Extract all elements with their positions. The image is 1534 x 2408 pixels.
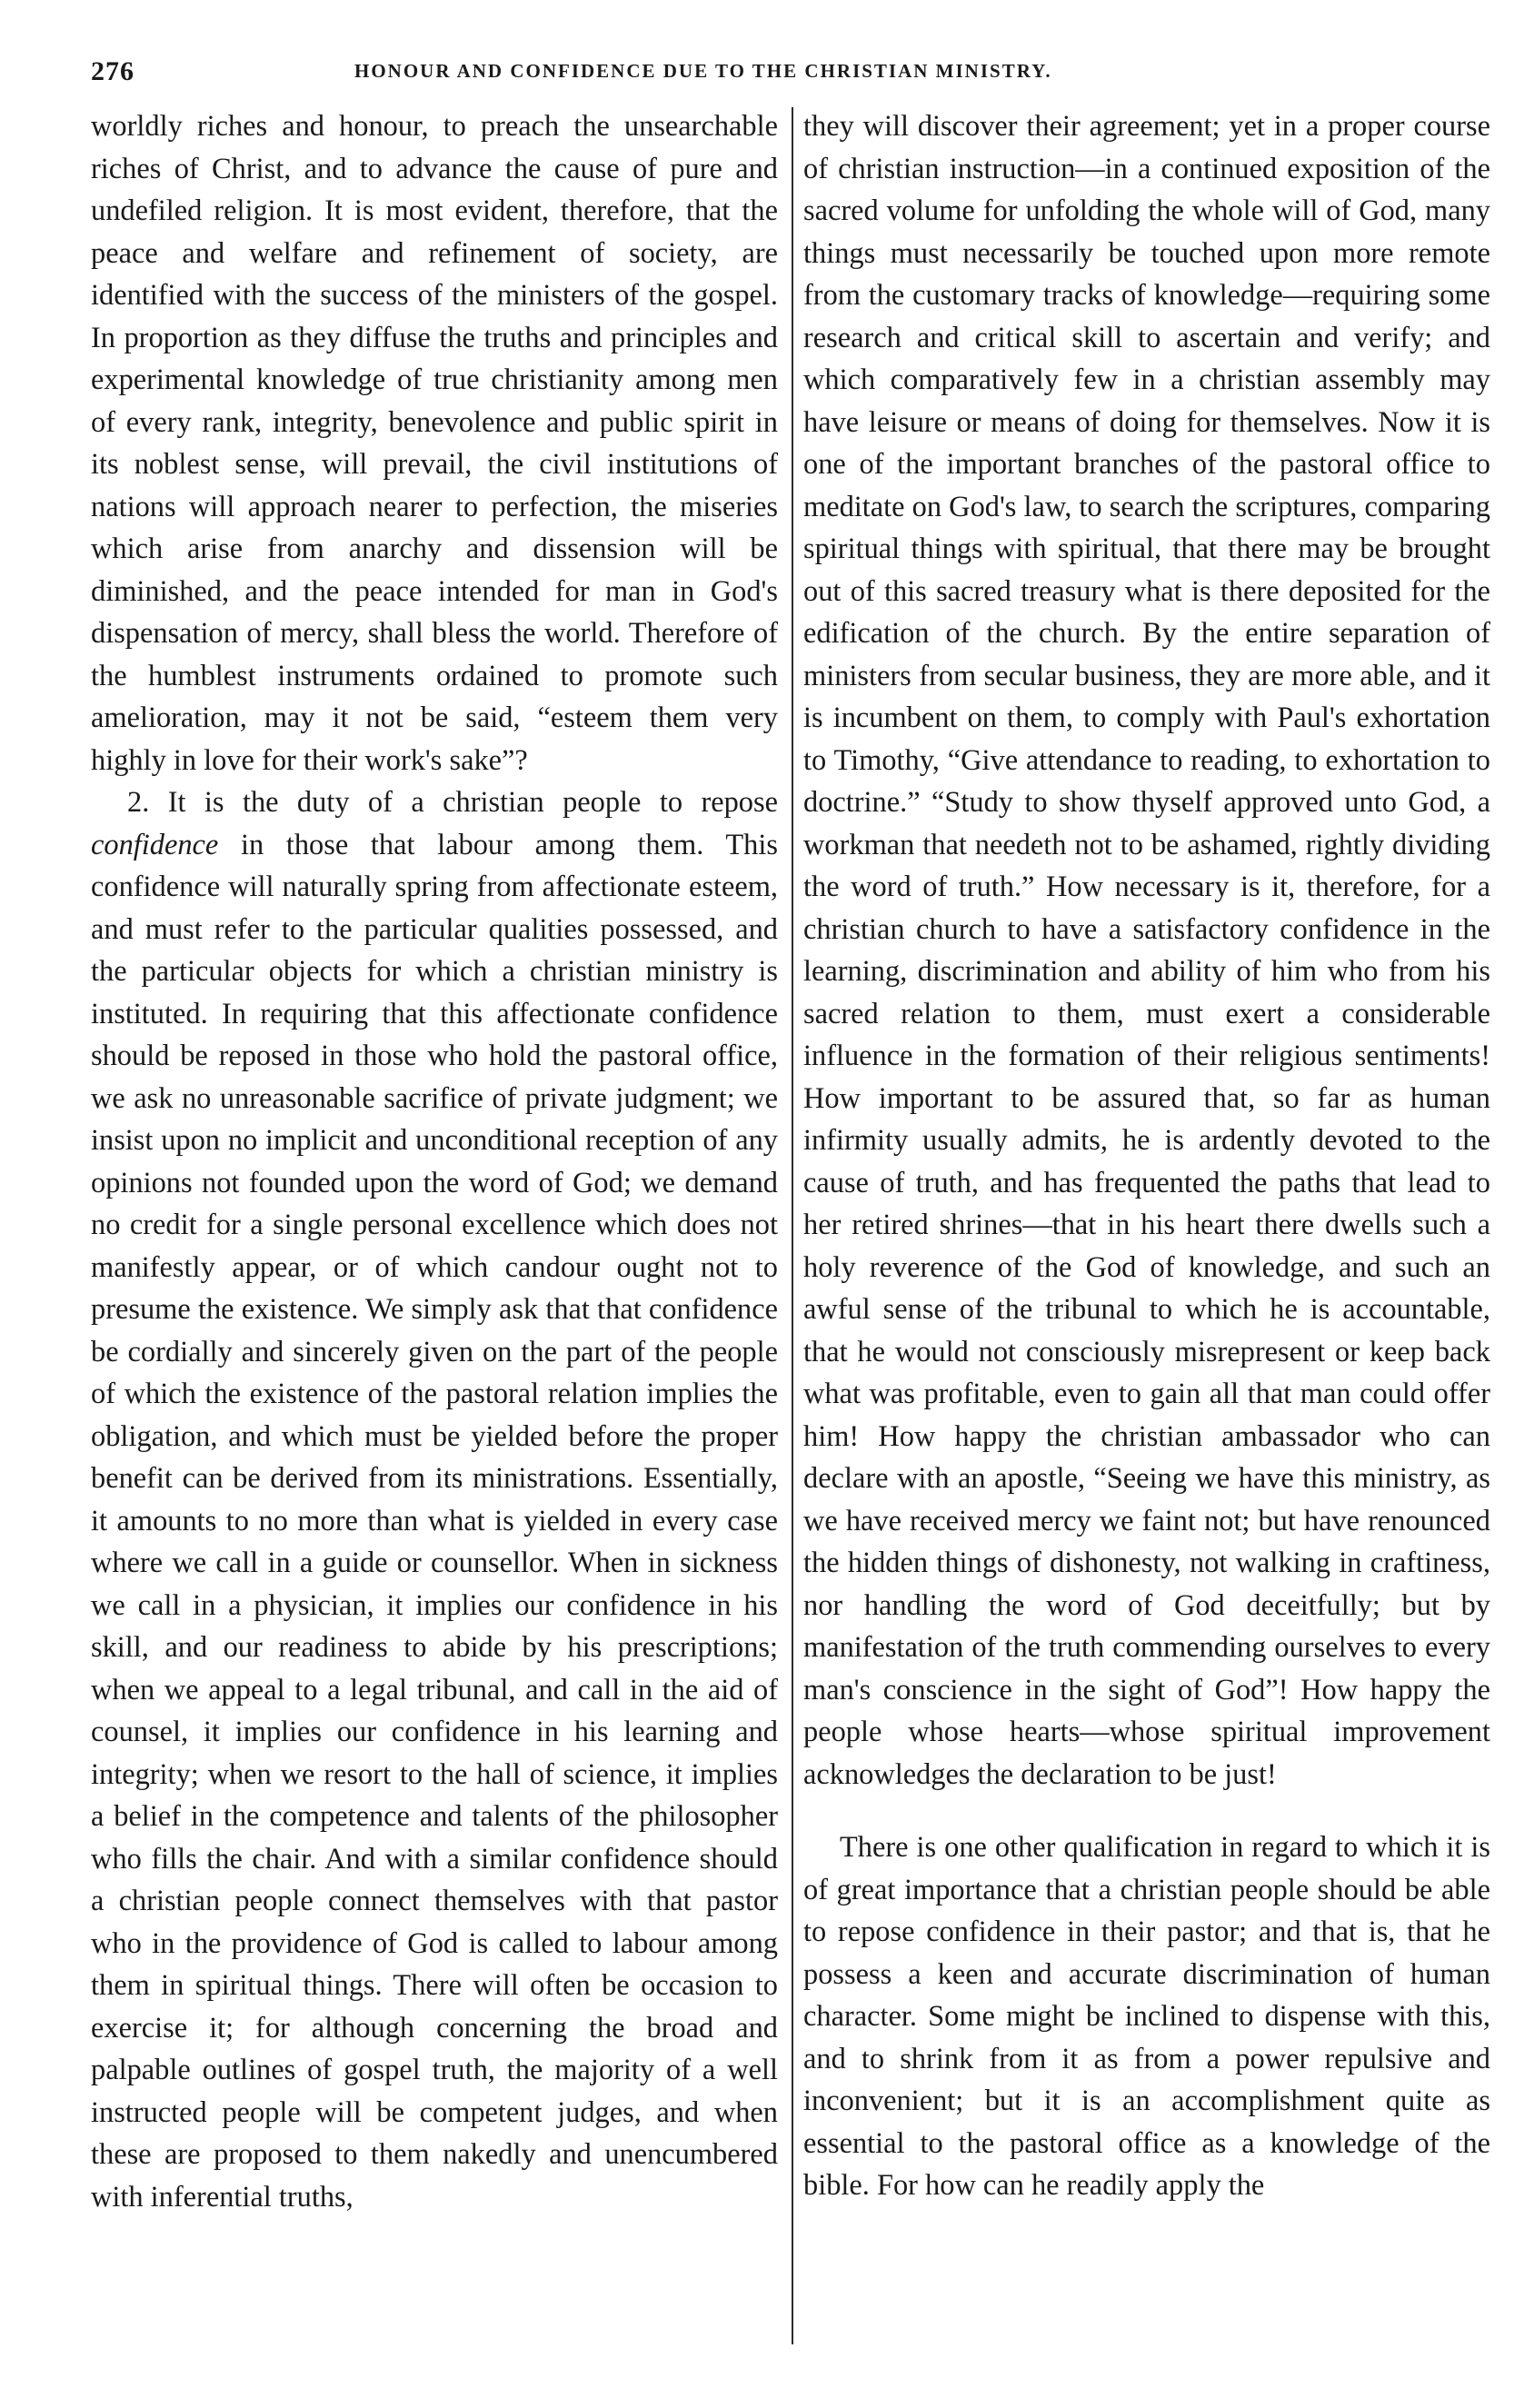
column-divider [792, 107, 793, 2344]
right-column [803, 105, 1490, 2359]
running-title: HONOUR AND CONFIDENCE DUE TO THE CHRISTIAN MINISTRY. [354, 60, 1052, 82]
paragraph: they will discover their agreement; yet in a proper course of christian instruction—in a continued exposition of the sacred volume for unfolding the whole will of God, many things must necessarily be touched upon more remote from the customary tracks of knowledge—requiring some research and critical skill to ascertain and verify; and which comparatively few in a christian assembly may have leisure or means of doing for themselves. Now it is one of the important branches of the pastoral office to meditate on God's law, to search the scriptures, comparing spiritual things with spiritual, that there may be brought out of this sacred treasury what is there deposited for the edification of the church. By the entire separation of ministers from secular business, they are more able, and it is incumbent on them, to comply with Paul's exhortation to Timothy, “Give attendance to reading, to exhortation to doctrine.” “Study to show thyself approved unto God, a workman that needeth not to be ashamed, rightly dividing the word of truth.” How necessary is it, therefore, for a christian church to have a satisfactory confidence in the learning, discrimination and ability of him who from his sacred relation to them, must exert a considerable influence in the formation of their religious sentiments! How important to be assured that, so far as human infirmity usually admits, he is ardently devoted to the cause of truth, and has frequented the paths that lead to her retired shrines—that in his heart there dwells such a holy reverence of the God of knowledge, and such an awful sense of the tribunal to which he is accountable, that he would not consciously misrepresent or keep back what was profitable, even to gain all that man could offer him! How happy the christian ambassador who can declare with an apostle, “Seeing we have this ministry, as we have received mercy we faint not; but have renounced the hidden things of dishonesty, not walking in craftiness, nor handling the word of God deceitfully; but by manifestation of the truth commending ourselves to every man's conscience in the sight of God”! How happy the people whose hearts—whose spiritual improvement acknowledges the declaration to be just! [803, 110, 1490, 1791]
page-number: 276 [91, 56, 134, 86]
item-number: 2. [127, 786, 150, 819]
paragraph-body: in those that labour among them. This confidence will naturally spring from affectionate esteem, and must refer to the particular qualities possessed, and the particular objects for which a christian ministry is instituted. In requiring that this affectionate confidence should be reposed in those who hold the pastoral office, we ask no unreasonable sacrifice of private judgment; we insist upon no implicit and unconditional reception of any opinions not founded upon the word of God; we demand no credit for a single personal excellence which does not manifestly appear, or of which candour ought not to presume the existence. We simply ask that that confidence be cordially and sincerely given on the part of the people of which the existence of the pastoral relation implies the obligation, and which must be yielded before the proper benefit can be derived from its ministrations. Essentially, it amounts to no more than what is yielded in every case where we call in a guide or counsellor. When in sickness we call in a physician, it implies our confidence in his skill, and our readiness to abide by his prescriptions; when we appeal to a legal tribunal, and call in the aid of counsel, it implies our confidence in his learning and integrity; when we resort to the hall of science, it implies a belief in the competence and talents of the philosopher who fills the chair. And with a similar confidence should a christian people connect themselves with that pastor who in the providence of God is called to labour among them in spiritual things. There will often be occasion to exercise it; for although concerning the broad and palpable outlines of gospel truth, the majority of a well instructed people will be competent judges, and when these are proposed to them nakedly and unencumbered with inferential truths, [91, 828, 778, 2214]
left-column [91, 105, 778, 2359]
page-header [91, 56, 1490, 93]
paragraph: There is one other qualification in regard to which it is of great importance that a christian people should be able to repose confidence in their pastor; and that is, that he possess a keen and accurate discrimination of human character. Some might be inclined to dispense with this, and to shrink from it as from a power repulsive and inconvenient; but it is an accomplishment quite as essential to the pastoral office as a knowledge of the bible. For how can he readily apply the [803, 1831, 1490, 2202]
emphasized-word: confidence [91, 828, 219, 861]
paragraph [91, 781, 778, 2218]
paragraph: worldly riches and honour, to preach the unsearchable riches of Christ, and to advance the cause of pure and undefiled religion. It is most evident, therefore, that the peace and welfare and refinement of society, are identified with the success of the ministers of the gospel. In proportion as they diffuse the truths and principles and experimental knowledge of true christianity among men of every rank, integrity, benevolence and public spirit in its noblest sense, will prevail, the civil institutions of nations will approach nearer to perfection, the miseries which arise from anarchy and dissension will be diminished, and the peace intended for man in God's dispensation of mercy, shall bless the world. Therefore of the humblest instruments ordained to promote such amelioration, may it not be said, “esteem them very highly in love for their work's sake”? [91, 110, 778, 777]
paragraph-lead: It is the duty of a christian people to repose [167, 786, 778, 819]
